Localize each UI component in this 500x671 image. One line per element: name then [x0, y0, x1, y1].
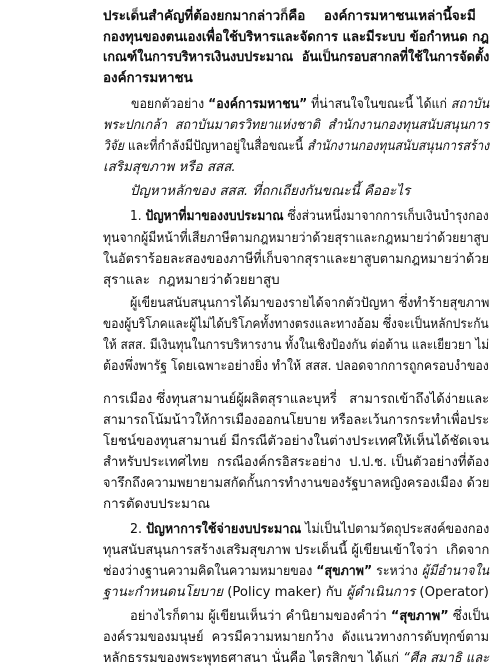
text-run: สำหรับประเทศไทย กรณีองค์กรอิสระอย่าง ป.ป.ช. เป็นตัวอย่างที่ต้อง: [103, 455, 490, 470]
text-run: ทุนจากผู้มีหน้าที่เสียภาษีตามกฎหมายว่าด้วยสุราและกฎหมายว่าด้วยยาสูบ: [103, 231, 489, 246]
text-line: [103, 336, 489, 356]
text-run: โยชน์ของทุนสามานย์ มีกรณีตัวอย่างในต่างประเทศให้เห็นได้ชัดเจน: [103, 434, 489, 449]
text-run: ที่น่าสนใจในขณะนี้ ได้แก่: [307, 97, 451, 112]
bold-text-run: กองทุนของตนเองเพื่อใช้บริหารและจัดการ และมีระบบ ข้อกำหนด กฎ: [103, 30, 489, 45]
text-line: [103, 116, 489, 136]
text-run: ต้องพึ่งพารัฐ โดยเฉพาะอย่างยิ่ง ทำให้ สสส. ปลอดจากการถูกครอบงำของ: [103, 359, 489, 374]
text-run: ไม่เป็นไปตามวัตถุประสงค์ของกอง: [301, 522, 490, 537]
text-run: ผู้เขียนสนับสนุนการได้มาของรายได้จากตัวปัญหา ซึ่งทำร้ายสุขภาพ: [130, 296, 490, 311]
text-run: ขอยกตัวอย่าง: [131, 97, 209, 112]
italic-text-run: พระปกเกล้า สถาบันมาตรวิทยาแห่งชาติ สำนักงานกองทุนสนับสนุนการ: [103, 118, 489, 133]
italic-text-run: เสริมสุขภาพ หรือ สสส.: [103, 160, 236, 175]
text-run: 2.: [130, 522, 147, 537]
text-line: [103, 583, 489, 603]
text-run: อย่างไรก็ตาม ผู้เขียนเห็นว่า คำนิยามของคำว่า: [130, 609, 391, 624]
text-run: ระหว่าง: [372, 564, 422, 579]
italic-text-run: สถาบัน: [450, 97, 490, 112]
text-line: [130, 607, 489, 627]
text-line: [103, 562, 489, 582]
text-line: [130, 182, 489, 202]
bold-text-run: “สุขภาพ”: [316, 564, 373, 579]
text-line: [103, 48, 489, 68]
text-line: [103, 432, 489, 452]
text-run: การตัดงบประมาณ: [103, 497, 210, 512]
italic-text-run: อะไร: [380, 184, 411, 199]
text-run: ช่องว่างฐานความคิดในความหมายของ: [103, 564, 317, 579]
text-line: [103, 315, 489, 335]
bold-text-run: ปัญหาที่มาของงบประมาณ: [145, 209, 284, 224]
text-run: ในอัตราร้อยละสองของภาษีที่เก็บจากสุราและยาสูบตามกฎหมายว่าด้วย: [103, 252, 489, 267]
bold-text-run: ประเด็นสำคัญที่ต้องยกมากล่าวก็คือ องค์การมหาชนเหล่านี้จะมี: [103, 9, 476, 24]
bold-text-run: “องค์การมหาชน”: [208, 97, 308, 112]
text-run: จารึกถึงความพยายามสกัดกั้นการทำงานของรัฐบาลหญิงครองเมือง ด้วย: [103, 476, 490, 491]
text-line: [103, 271, 489, 291]
text-line: [103, 495, 489, 515]
text-run: ซึ่งส่วนหนึ่งมาจากการเก็บเงินบำรุงกอง: [283, 209, 489, 224]
bold-text-run: เกณฑ์ในการบริหารเงินงบประมาณ อันเป็นกรอบสากลที่ใช้ในการจัดตั้ง: [103, 50, 490, 65]
text-line: [103, 250, 489, 270]
text-run: สุราและ กฎหมายว่าด้วยยาสูบ: [103, 273, 280, 288]
text-run: ทุนสนับสนุนการสร้างเสริมสุขภาพ ประเด็นนี้ ผู้เขียนเข้าใจว่า เกิดจาก: [103, 543, 490, 558]
text-line: [103, 390, 489, 410]
text-line: [103, 69, 489, 89]
text-line: [130, 520, 489, 540]
text-run: องค์รวมของมนุษย์ ควรมีความหมายกว้าง ดังแนวทางการดับทุกข์ตาม: [103, 630, 490, 645]
text-line: [103, 28, 489, 48]
text-line: [103, 453, 489, 473]
italic-text-run: สำนักงานกองทุนสนับสนุนการสร้าง: [307, 139, 490, 154]
text-run: ซึ่งเป็น: [448, 609, 490, 624]
text-run: หลักธรรมของพระพุทธศาสนา นั่นคือ ไตรสิกขา ได้แก่: [103, 651, 404, 666]
text-line: [103, 137, 489, 157]
bold-text-run: องค์การมหาชน: [103, 71, 193, 86]
italic-text-run: ผู้ดำเนินการ: [346, 585, 416, 600]
text-run: ของผู้บริโภคและผู้ไม่ได้บริโภคทั้งทางตรงและทางอ้อม ซึ่งจะเป็นหลักประกัน: [103, 317, 489, 332]
text-line: [131, 95, 489, 115]
text-run: ให้ สสส. มีเงินทุนในการบริหารงาน ทั้งในเชิงป้องกัน ต่อต้าน และเยียวยา ไม่: [103, 338, 490, 353]
italic-text-run: “ศีล สมาธิ และ: [403, 651, 490, 666]
text-run: 1.: [130, 209, 146, 224]
text-line: [103, 649, 489, 669]
italic-text-run: ปัญหาหลักของ สสส. ที่ถกเถียงกันขณะนี้ คือ: [130, 184, 381, 199]
text-run: สามารถโน้มน้าวให้การเมืองออกนโยบาย หรือละเว้นการกระทำเพื่อประ: [103, 413, 490, 428]
text-line: [103, 158, 489, 178]
text-line: [103, 7, 489, 27]
text-line: [130, 294, 489, 314]
text-line: [103, 474, 489, 494]
text-line: [103, 357, 489, 377]
text-run: และที่กำลังมีปัญหาอยู่ในสื่อขณะนี้: [123, 139, 308, 154]
text-line: [103, 628, 489, 648]
text-run: การเมือง ซึ่งทุนสามานย์ผู้ผลิตสุราและบุหรี่ สามารถเข้าถึงได้ง่ายและ: [103, 392, 490, 407]
text-line: [103, 411, 489, 431]
text-line: [130, 207, 489, 227]
text-run: (Policy maker) กับ: [223, 585, 347, 600]
text-line: [103, 541, 489, 561]
bold-text-run: ปัญหาการใช้จ่ายงบประมาณ: [146, 522, 302, 537]
text-line: [103, 229, 489, 249]
text-run: (Operator): [415, 585, 489, 600]
italic-text-run: ฐานะกำหนดนโยบาย: [103, 585, 224, 600]
italic-text-run: ผู้มีอำนาจใน: [421, 564, 490, 579]
bold-text-run: “สุขภาพ”: [390, 609, 449, 624]
italic-text-run: วิจัย: [103, 139, 124, 154]
